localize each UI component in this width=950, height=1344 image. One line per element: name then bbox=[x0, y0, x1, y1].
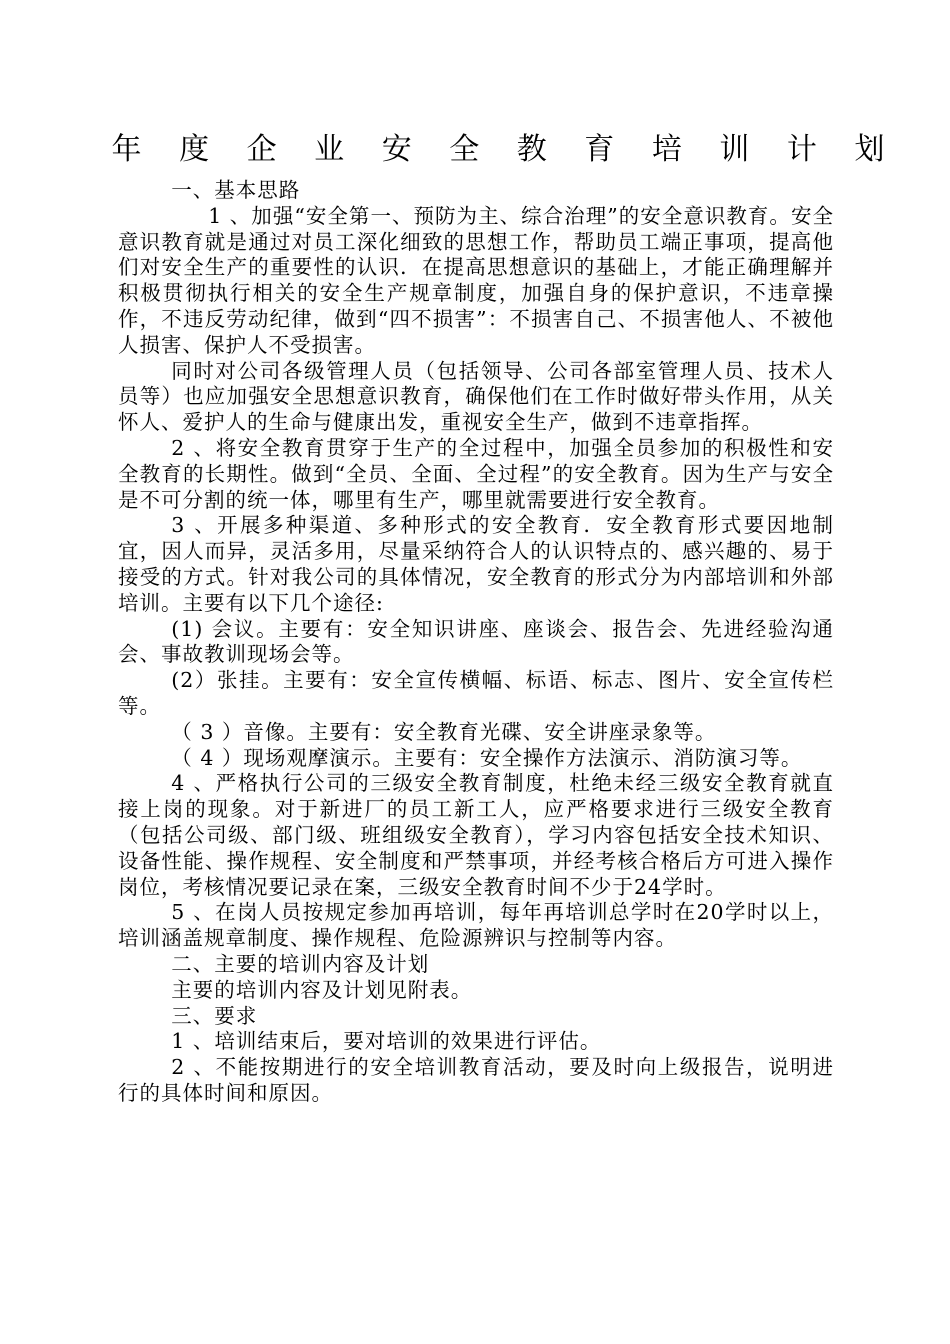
paragraph-sub-3: （ 3 ）音像。主要有：安全教育光碟、安全讲座录象等。 bbox=[171, 719, 717, 744]
paragraph-sub-1: (1) 会议。主要有：安全知识讲座、座谈会、报告会、先进经验沟通会、事故教训现场会等。 bbox=[118, 616, 834, 667]
paragraph-training-content: 主要的培训内容及计划见附表。 bbox=[171, 977, 473, 1002]
paragraph-item-2: 2 、将安全教育贯穿于生产的全过程中，加强全员参加的积极性和安全教育的长期性。做到“全员、全面、全过程”的安全教育。因为生产与安全是不可分割的统一体，哪里有生产，哪里就需要进行安全教育。 bbox=[118, 435, 834, 512]
section-heading-requirements: 三、要求 bbox=[171, 1003, 258, 1028]
paragraph-sub-2: (2）张挂。主要有：安全宣传横幅、标语、标志、图片、安全宣传栏等。 bbox=[118, 668, 834, 718]
section-heading-basic-ideas: 一、基本思路 bbox=[171, 178, 301, 202]
paragraph-requirement-1: 1 、培训结束后，要对培训的效果进行评估。 bbox=[171, 1029, 602, 1054]
paragraph-item-1: 1 、加强“安全第一、预防为主、综合治理”的安全意识教育。安全意识教育就是通过对员工深化细致的思想工作，帮助员工端正事项，提高他们对安全生产的重要性的认识．在提高思想意识的基础上，才能正确理解并积极贯彻执行相关的安全生产规章制度，加强自身的保护意识，不违章操作，不违反劳动纪律，做到“四不损害”：不损害自己、不损害他人、不被他人损害、保护人不受损害。 bbox=[118, 203, 834, 357]
paragraph-item-3: 3 、开展多种渠道、多种形式的安全教育．安全教育形式要因地制宜，因人而异，灵活多用，尽量采纳符合人的认识特点的、感兴趣的、易于接受的方式。针对我公司的具体情况，安全教育的形式分为内部培训和外部培训。主要有以下几个途径: bbox=[118, 513, 834, 615]
paragraph-managers: 同时对公司各级管理人员（包括领导、公司各部室管理人员、技术人员等）也应加强安全思想意识教育，确保他们在工作时做好带头作用，从关怀人、爱护人的生命与健康出发，重视安全生产，做到不违章指挥。 bbox=[118, 358, 834, 435]
paragraph-sub-4: （ 4 ）现场观摩演示。主要有：安全操作方法演示、消防演习等。 bbox=[171, 745, 803, 770]
paragraph-item-4: 4 、严格执行公司的三级安全教育制度，杜绝未经三级安全教育就直接上岗的现象。对于新进厂的员工新工人，应严格要求进行三级安全教育（包括公司级、部门级、班组级安全教育），学习内容包括安全技术知识、设备性能、操作规程、安全制度和严禁事项，并经考核合格后方可进入操作岗位，考核情况要记录在案，三级安全教育时间不少于24学时。 bbox=[118, 771, 834, 899]
document-title: 年 度 企 业 安 全 教 育 培 训 计 划 bbox=[111, 132, 899, 167]
section-heading-training-content: 二、主要的培训内容及计划 bbox=[171, 951, 430, 976]
paragraph-item-5: 5 、在岗人员按规定参加再培训，每年再培训总学时在20学时以上，培训涵盖规章制度、操作规程、危险源辨识与控制等内容。 bbox=[118, 900, 834, 951]
document-body bbox=[118, 178, 834, 1107]
paragraph-requirement-2: 2 、不能按期进行的安全培训教育活动，要及时向上级报告，说明进行的具体时间和原因。 bbox=[118, 1055, 834, 1105]
